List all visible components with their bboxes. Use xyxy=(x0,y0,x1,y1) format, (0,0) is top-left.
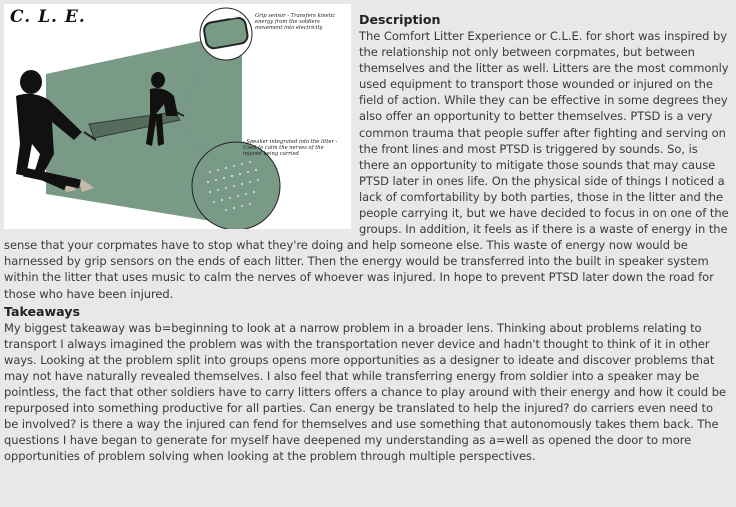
concept-illustration xyxy=(4,4,351,229)
illustration-drawing xyxy=(4,4,351,229)
grip-sensor-note: Grip sensor - Transfers kinetic energy from the soldiers movement into electricity xyxy=(255,13,336,31)
description-heading: Description xyxy=(359,12,441,27)
grip-sensor-detail xyxy=(200,8,252,60)
figure-title: C. L. E. xyxy=(10,7,86,27)
takeaways-section xyxy=(4,302,730,465)
takeaways-text: My biggest takeaway was b=beginning to look at a narrow problem in a broader lens. Thinking about problems relating to transport I always imagined the problem was with the transportation never device and hadn't thought to think of it in other ways. Looking at the problem split into groups opens more opportunities as a designer to ideate and discover problems that may not have naturally revealed themselves. I also feel that while transferring energy from soldier into a speaker may be pointless, the fact that other soldiers have to carry litters offers a chance to play around with their energy and how it could be repurposed into something productive for all parties. Can energy be translated to help the injured? do carriers even need to be involved? is there a way the injured can fend for themselves and use something that autonomously takes them back. The questions I have began to generate for myself have deepened my understanding as a=well as opened the door to more opportunities of problem solving when looking at the problem through multiple perspectives. xyxy=(4,320,727,464)
takeaways-heading: Takeaways xyxy=(4,303,80,319)
speaker-note: - Speaker integrated into the litter - Used to calm the nerves of the injured being carried xyxy=(243,139,338,157)
description-text: The Comfort Litter Experience or C.L.E. for short was inspired by the relationship not only between corpmates, but between themselves and the litter as well. Litters are the most commonly used equipment to transport those wounded or injured on the field of action. While they can be effective in some degrees they also offer an opportunity to better themselves. PTSD is a very common trauma that people suffer after fighting and serving on the front lines and most PTSD is triggered by sounds. So, is there an opportunity to mitigate those sounds that may cause PTSD later in ones life. On the physical side of things I noticed a lack of comfortability by both parties, those in the litter and the people carrying it, but we have decided to focus in on one of the groups. In addition, it feels as if there is a waste of energy in the sense that your corpmates have to stop what they're doing and help someone else. This waste of energy now would be harnessed by grip sensors on the ends of each litter. Then the energy would be transferred into the built in speaker system within the litter that uses music to calm the nerves of whoever was injured. In hope to prevent PTSD later down the road for those who have been injured. xyxy=(4,29,729,301)
